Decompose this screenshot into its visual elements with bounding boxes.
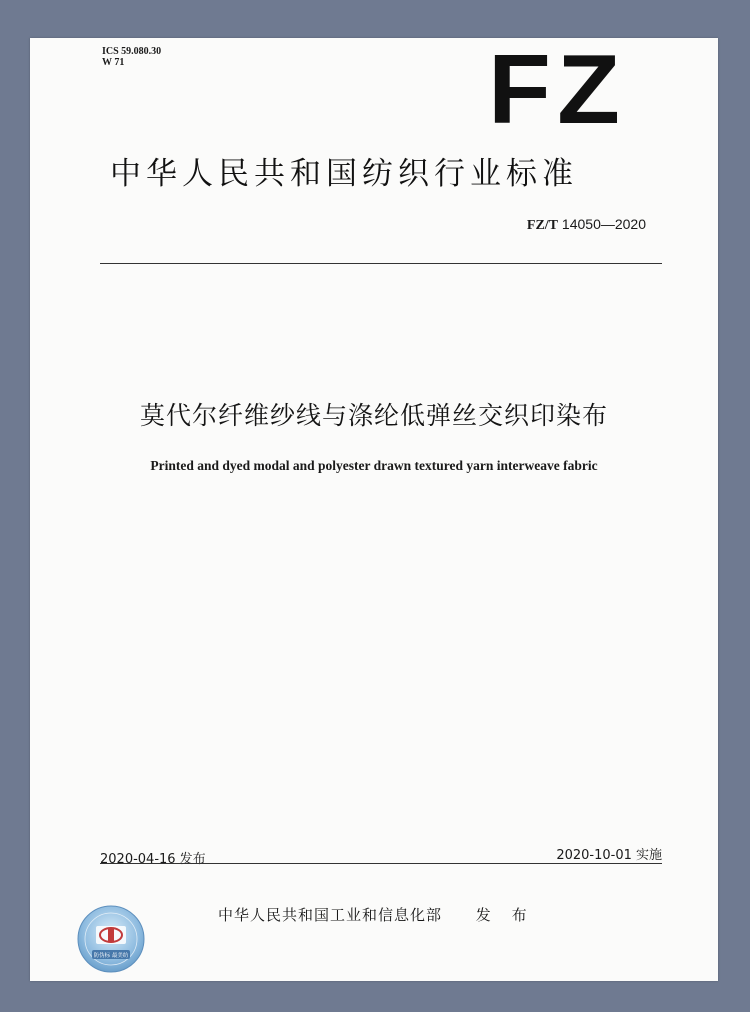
top-divider [100,263,662,264]
seal-text: 防伪标 最美纺 [93,953,129,959]
standard-number-prefix: FZ/T [526,218,559,233]
document-title-en: Printed and dyed modal and polyester drawn textured yarn interweave fabric [150,458,598,473]
standard-number [527,216,646,234]
document-title-cn: 莫代尔纤维纱线与涤纶低弹丝交织印染布 [139,401,608,430]
issuing-authority [218,904,535,925]
implementation-date: 2020-10-01 实施 [556,848,662,863]
issue-date: 2020-04-16 发布 [100,852,206,867]
bottom-divider [100,863,662,864]
ics-code: ICS 59.080.30 [102,46,162,57]
classification-codes [102,46,161,68]
ccs-code: W 71 [102,57,125,68]
standard-category-title: 中华人民共和国纺织行业标准 [110,156,578,192]
issue-verb: 发 布 [475,906,535,924]
fz-logo: FZ [488,34,627,144]
standard-number-value: 14050—2020 [561,216,646,232]
standard-cover-page [30,34,718,981]
anti-counterfeit-seal-icon [76,904,146,974]
issuer-name: 中华人民共和国工业和信息化部 [218,906,443,924]
